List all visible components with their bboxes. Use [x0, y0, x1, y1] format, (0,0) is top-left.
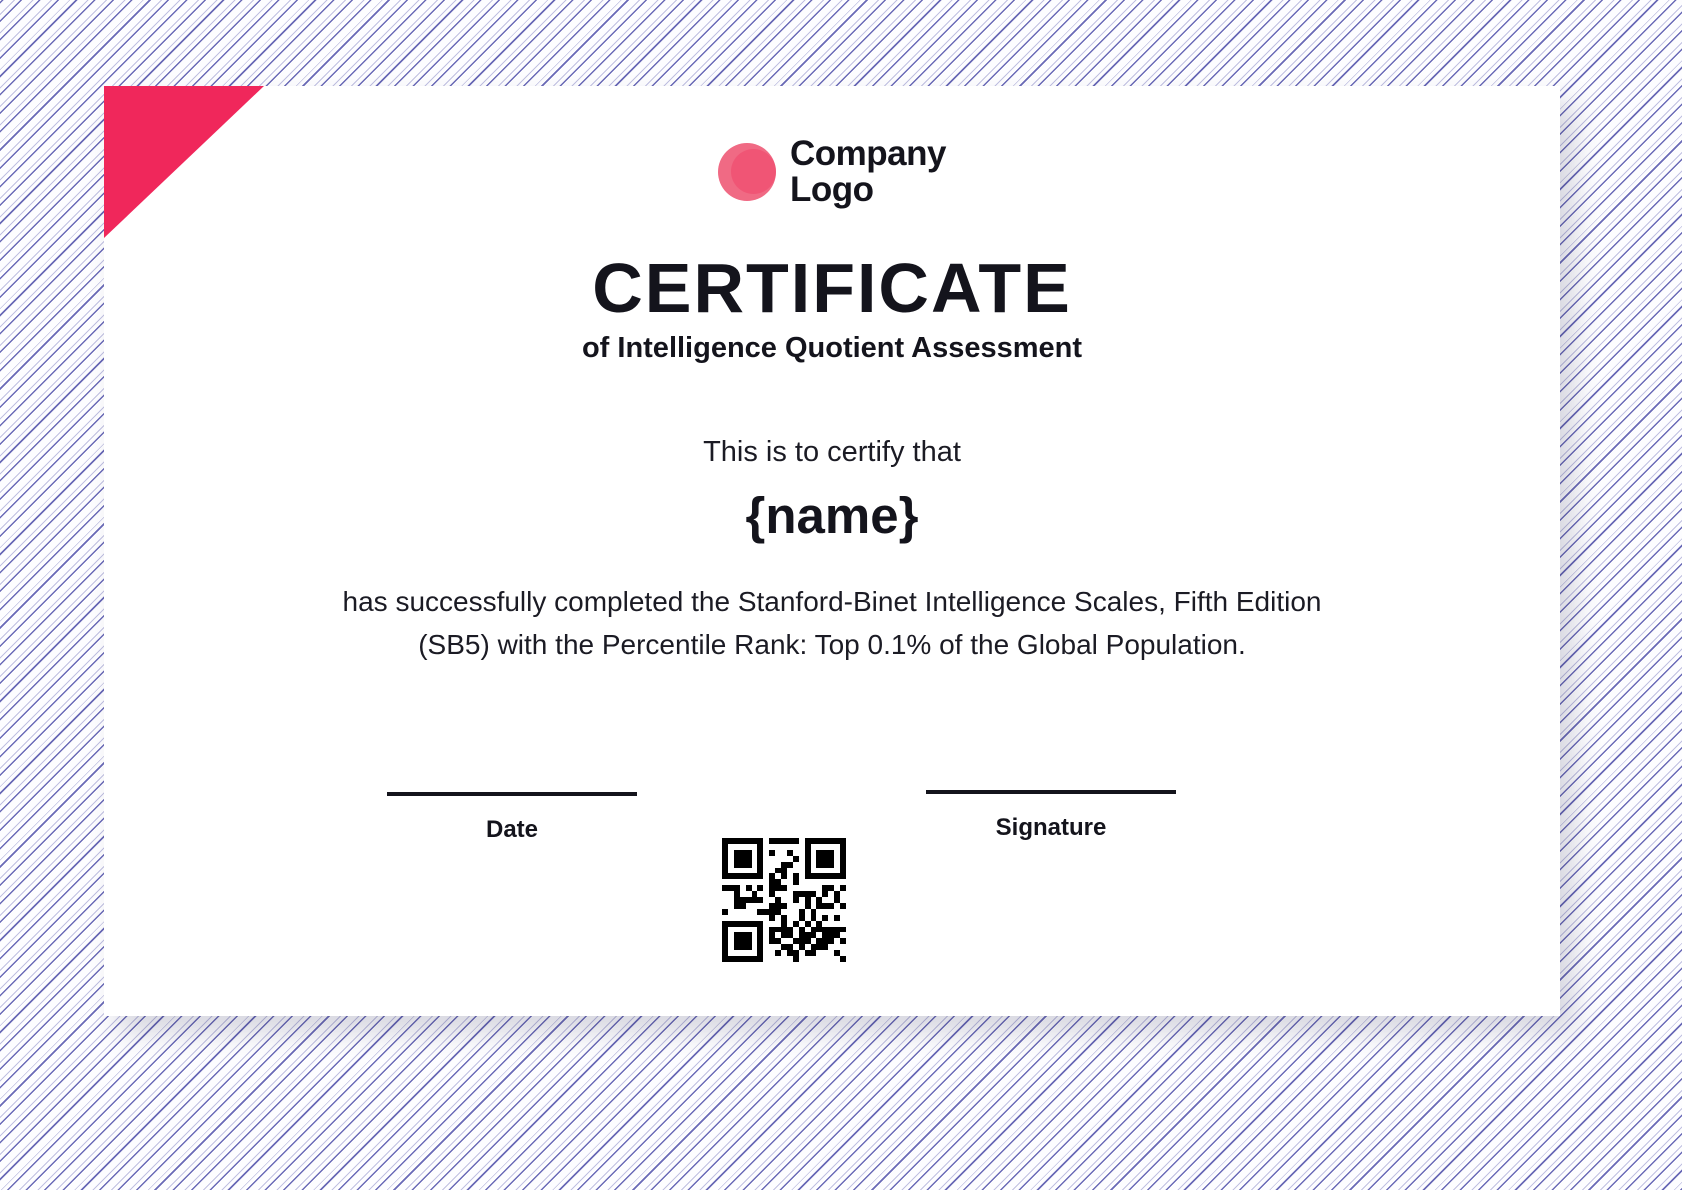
certificate-card: [104, 86, 1560, 1016]
recipient-name: {name}: [745, 487, 919, 544]
certificate-subtitle: of Intelligence Quotient Assessment: [581, 332, 1083, 364]
certificate-body-text: has successfully completed the Stanford-Binet Intelligence Scales, Fifth Edition (SB5) with the Percentile Rank: Top 0.1% of the Global Population.: [342, 586, 1322, 660]
certificate-title: CERTIFICATE: [592, 249, 1072, 327]
date-rule: [387, 792, 637, 796]
signature-label: Signature: [995, 814, 1107, 841]
qr-code-icon: [722, 838, 846, 962]
company-logo: [104, 136, 1560, 208]
company-logo-line2: Logo: [790, 170, 874, 210]
overlapping-circles-logo-icon: [718, 143, 776, 201]
company-logo-line1: Company: [790, 134, 946, 173]
company-logo-text: [790, 136, 946, 208]
date-label: Date: [485, 816, 539, 843]
date-block: [387, 792, 637, 844]
signature-rule: [926, 790, 1176, 794]
certify-line: This is to certify that: [703, 436, 961, 468]
signature-block: [926, 790, 1176, 842]
